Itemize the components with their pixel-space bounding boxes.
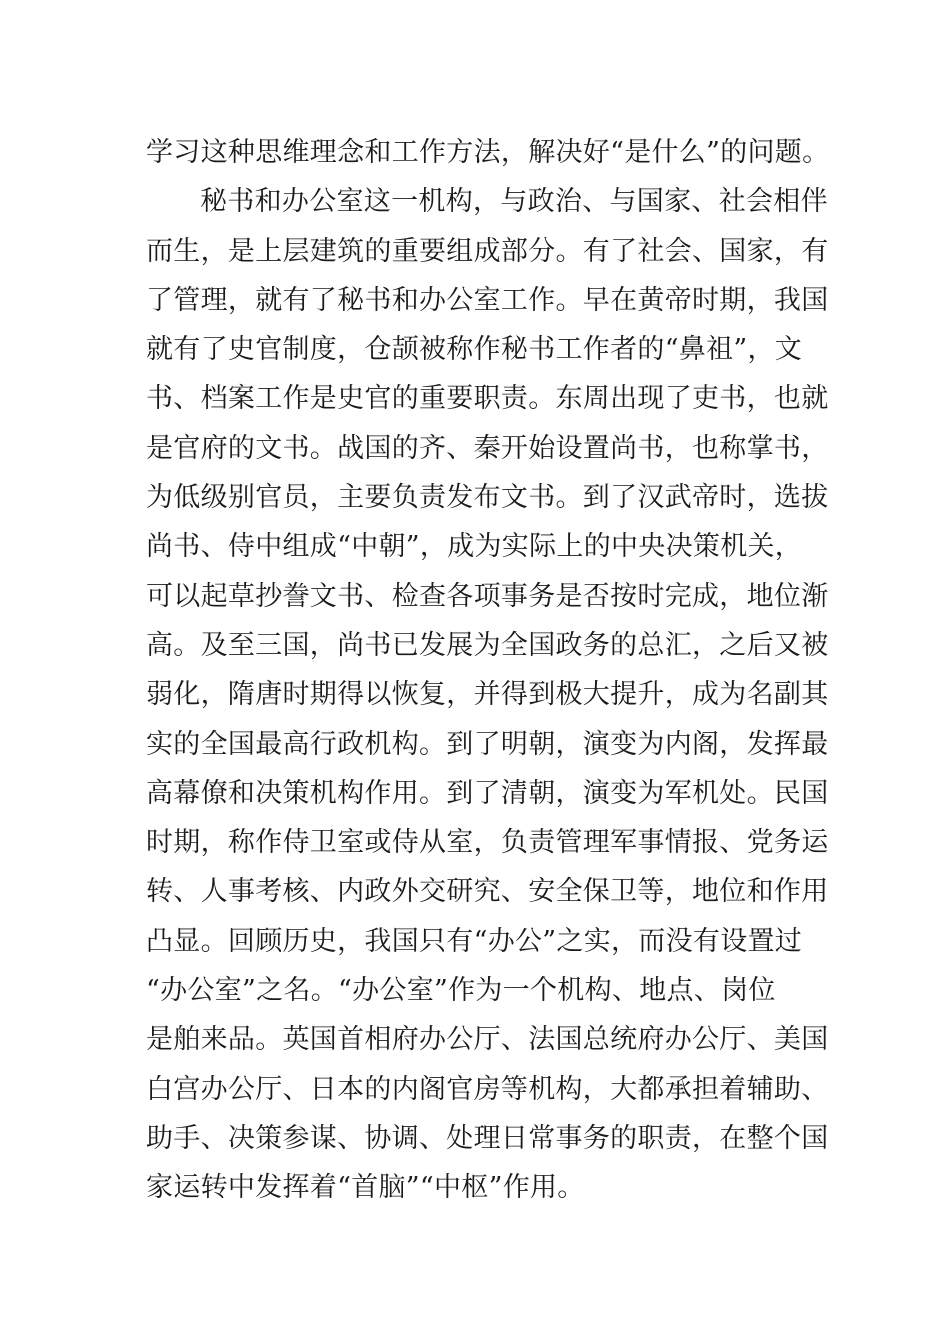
text-line: 转、人事考核、内政外交研究、安全保卫等，地位和作用 [146, 876, 829, 908]
paragraph-first-line: 秘书和办公室这一机构，与政治、与国家、社会相伴 [200, 186, 828, 218]
body-text [146, 128, 830, 1213]
text-line: 就有了史官制度，仓颉被称作秘书工作者的“鼻祖”，文 [146, 334, 803, 366]
text-line: 家运转中发挥着“首脑”“中枢”作用。 [146, 1172, 585, 1204]
text-line: 为低级别官员，主要负责发布文书。到了汉武帝时，选拔 [146, 482, 829, 514]
text-line: “办公室”之名。“办公室”作为一个机构、地点、岗位 [146, 975, 776, 1007]
text-line: 尚书、侍中组成“中朝”，成为实际上的中央决策机关， [146, 531, 803, 563]
text-line: 学习这种思维理念和工作方法，解决好“是什么”的问题。 [146, 137, 830, 168]
text-line: 凸显。回顾历史，我国只有“办公”之实，而没有设置过 [146, 925, 803, 957]
text-line: 弱化，隋唐时期得以恢复，并得到极大提升，成为名副其 [146, 679, 829, 711]
text-line: 白宫办公厅、日本的内阁官房等机构，大都承担着辅助、 [146, 1073, 829, 1105]
text-line: 时期，称作侍卫室或侍从室，负责管理军事情报、党务运 [146, 827, 829, 859]
text-line: 书、档案工作是史官的重要职责。东周出现了吏书，也就 [146, 383, 829, 415]
text-line: 助手、决策参谋、协调、处理日常事务的职责，在整个国 [146, 1122, 829, 1154]
text-line: 是官府的文书。战国的齐、秦开始设置尚书，也称掌书， [146, 432, 829, 464]
text-line: 是舶来品。英国首相府办公厅、法国总统府办公厅、美国 [146, 1024, 829, 1056]
text-line: 可以起草抄誊文书、检查各项事务是否按时完成，地位渐 [146, 580, 829, 612]
text-line: 高幕僚和决策机构作用。到了清朝，演变为军机处。民国 [146, 777, 829, 809]
text-line: 高。及至三国，尚书已发展为全国政务的总汇，之后又被 [146, 629, 829, 661]
text-line: 了管理，就有了秘书和办公室工作。早在黄帝时期，我国 [146, 284, 829, 316]
text-line: 实的全国最高行政机构。到了明朝，演变为内阁，发挥最 [146, 728, 829, 760]
text-line: 而生，是上层建筑的重要组成部分。有了社会、国家，有 [146, 235, 829, 267]
